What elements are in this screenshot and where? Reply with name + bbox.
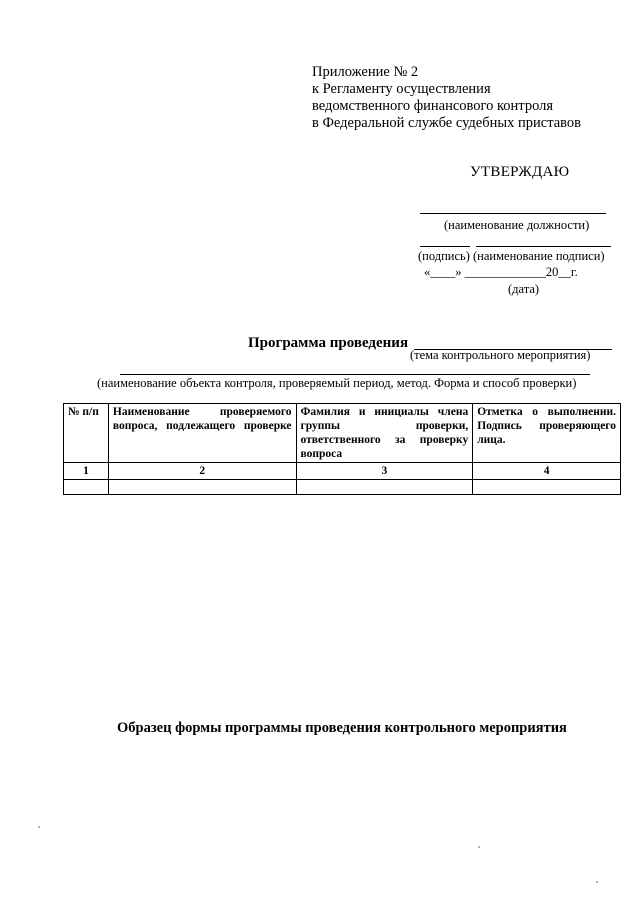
appendix-line-1: Приложение № 2 [312, 64, 419, 80]
table-number-row [64, 463, 621, 480]
scan-speck [38, 826, 40, 828]
name-line [476, 246, 611, 247]
position-caption: (наименование должности) [444, 218, 590, 232]
topic-caption: (тема контрольного мероприятия) [410, 348, 591, 362]
scan-speck [478, 846, 480, 848]
header-mark: Отметка о выполнении. Подпись проверяющего лица. [473, 404, 621, 463]
appendix-header [312, 64, 581, 132]
approve-title: УТВЕРЖДАЮ [470, 164, 570, 180]
table-header-row [64, 404, 621, 463]
position-line [420, 213, 606, 214]
date-caption: (дата) [508, 282, 540, 296]
table-cell [108, 480, 296, 495]
column-number-3: 3 [296, 463, 473, 480]
table-cell [473, 480, 621, 495]
signature-line [420, 246, 470, 247]
column-number-2: 2 [108, 463, 296, 480]
table-cell [64, 480, 109, 495]
table-cell [296, 480, 473, 495]
header-responsible: Фамилия и инициалы члена группы проверки, ответственного за проверку вопроса [296, 404, 473, 463]
date-line: «____» _____________20__г. [424, 265, 578, 279]
table-row [64, 480, 621, 495]
column-number-1: 1 [64, 463, 109, 480]
object-line [120, 374, 590, 375]
column-number-4: 4 [473, 463, 621, 480]
appendix-line-4: в Федеральной службе судебных приставов [312, 115, 581, 131]
program-title: Программа проведения [248, 335, 409, 351]
object-caption: (наименование объекта контроля, проверяемый период, метод. Форма и способ проверки) [97, 376, 577, 390]
appendix-line-2: к Регламенту осуществления [312, 81, 491, 97]
signature-caption: (подпись) (наименование подписи) [418, 249, 605, 263]
appendix-line-3: ведомственного финансового контроля [312, 98, 554, 114]
form-caption: Образец формы программы проведения контрольного мероприятия [117, 720, 567, 736]
header-number: № п/п [64, 404, 109, 463]
scan-speck [596, 881, 598, 883]
program-table [63, 403, 621, 495]
header-question: Наименование проверяемого вопроса, подлежащего проверке [108, 404, 296, 463]
